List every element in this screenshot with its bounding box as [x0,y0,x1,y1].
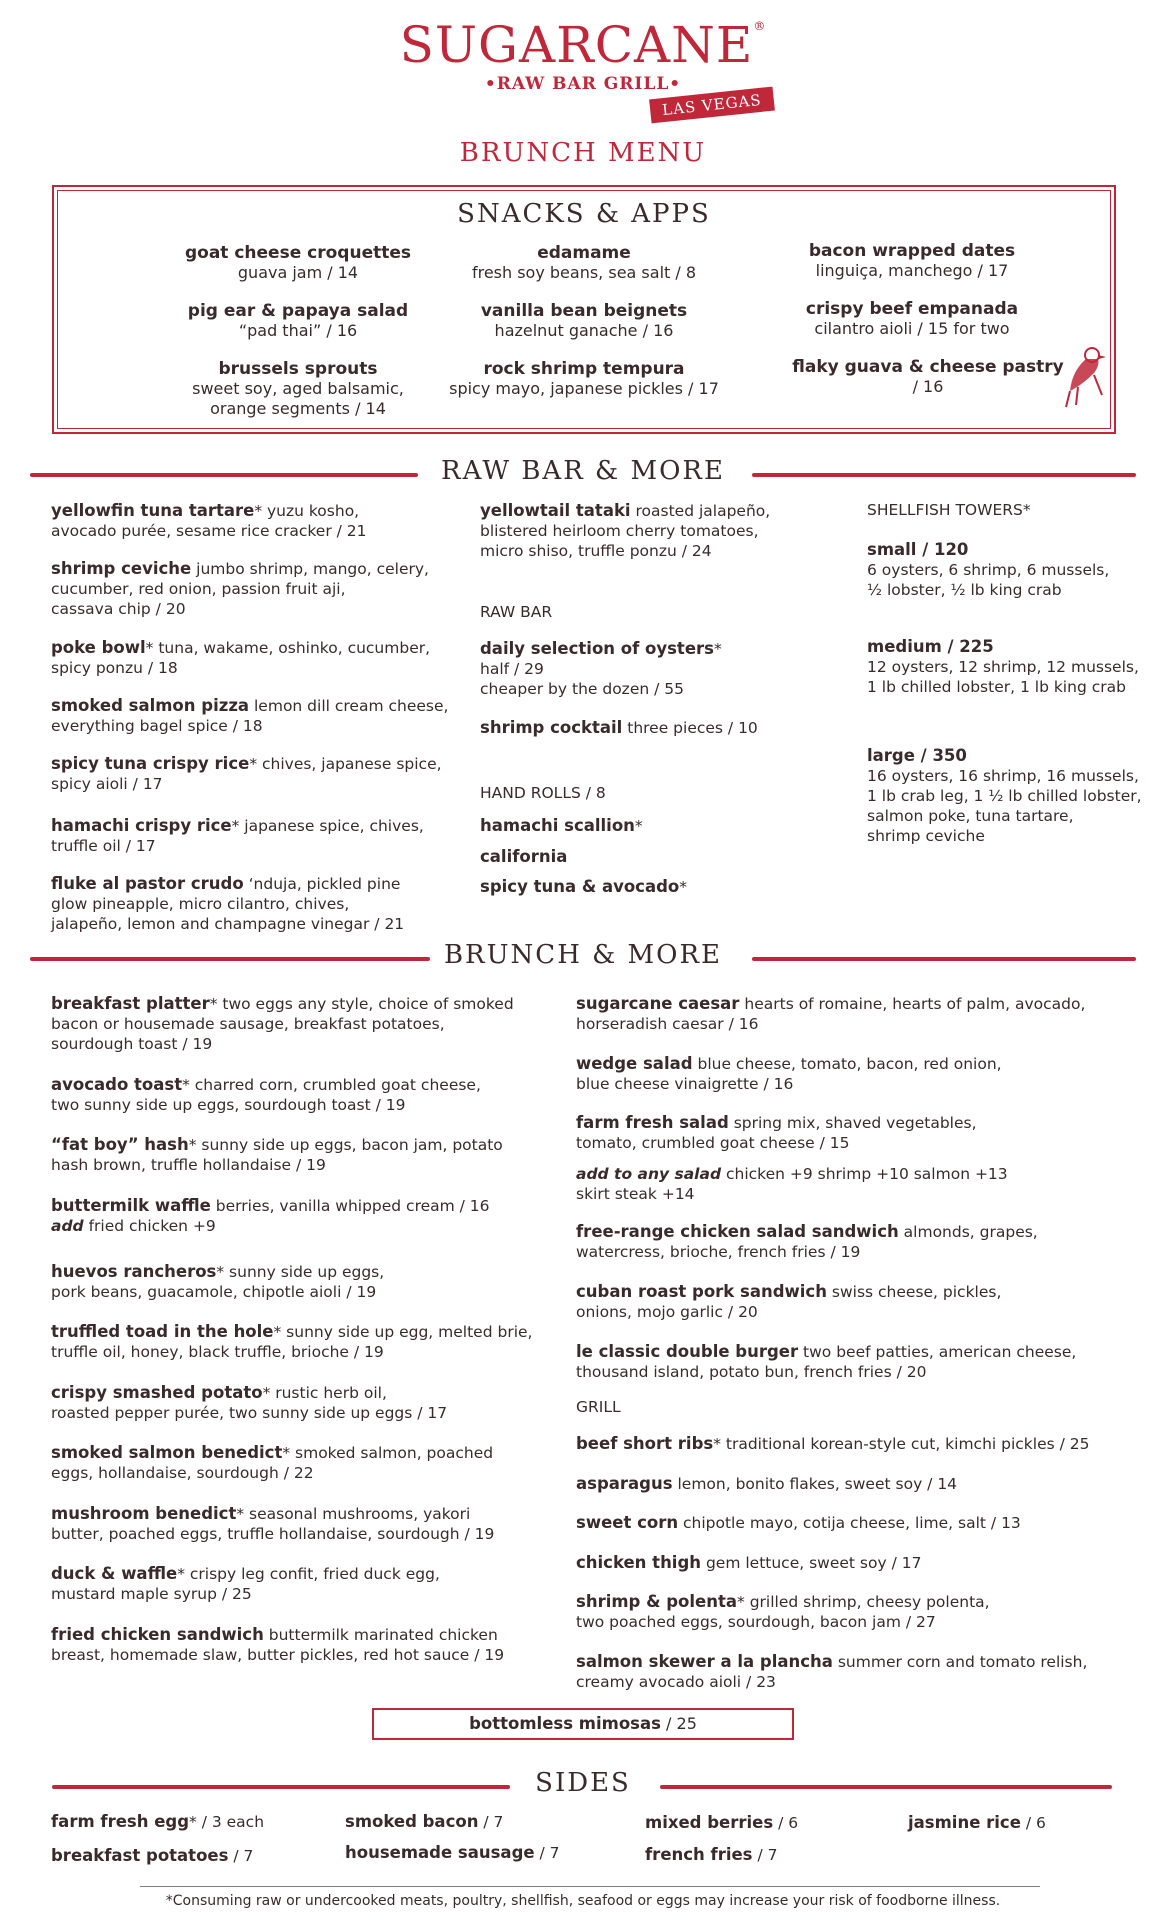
menu-item: buttermilk waffle berries, vanilla whipped cream / 16 add fried chicken +9 [51,1196,490,1235]
side-item: breakfast potatoes / 7 [51,1846,254,1865]
menu-item: rock shrimp tempura spicy mayo, japanese pickles / 17 [449,359,719,398]
menu-item: cuban roast pork sandwich swiss cheese, pickles, onions, mojo garlic / 20 [576,1282,1002,1321]
menu-item: edamame fresh soy beans, sea salt / 8 [471,243,697,282]
menu-item: crispy beef empanada cilantro aioli / 15 for two [805,299,1019,338]
menu-item: truffled toad in the hole* sunny side up egg, melted brie, truffle oil, honey, black truffle, brioche / 19 [51,1322,533,1361]
bird-icon [1064,345,1110,415]
menu-item: salmon skewer a la plancha summer corn and tomato relish, creamy avocado aioli / 23 [576,1652,1088,1691]
brand-name: SUGARCANE® [399,16,767,74]
menu-item: beef short ribs* traditional korean-style cut, kimchi pickles / 25 [576,1434,1090,1453]
menu-item: free-range chicken salad sandwich almonds, grapes, watercress, brioche, french fries / 19 [576,1222,1038,1261]
menu-item: wedge salad blue cheese, tomato, bacon, red onion, blue cheese vinaigrette / 16 [576,1054,1002,1093]
tower-item: large / 350 16 oysters, 16 shrimp, 16 mussels, 1 lb crab leg, 1 ½ lb chilled lobster, salmon poke, tuna tartare, shrimp ceviche [867,746,1142,845]
raw-bar-title: RAW BAR & MORE [441,456,725,486]
menu-item: duck & waffle* crispy leg confit, fried duck egg, mustard maple syrup / 25 [51,1564,440,1603]
brand-subtitle: •RAW BAR GRILL• [484,74,682,94]
brand-logo [0,16,1166,94]
menu-item: crispy smashed potato* rustic herb oil, roasted pepper purée, two sunny side up eggs / 17 [51,1383,448,1422]
raw-bar-label: RAW BAR [480,603,553,621]
location-badge: LAS VEGAS [649,87,775,124]
hand-rolls-label: HAND ROLLS / 8 [480,784,606,802]
menu-item: chicken thigh gem lettuce, sweet soy / 17 [576,1553,922,1572]
side-item: farm fresh egg* / 3 each [51,1812,265,1831]
menu-item: avocado toast* charred corn, crumbled goat cheese, two sunny side up eggs, sourdough toast / 19 [51,1075,481,1114]
bottomless-mimosas: bottomless mimosas / 25 [372,1708,794,1740]
side-item: smoked bacon / 7 [345,1812,504,1831]
menu-item: bacon wrapped dates linguiça, manchego / 17 [808,241,1016,280]
menu-item: spicy tuna crispy rice* chives, japanese spice, spicy aioli / 17 [51,754,442,793]
menu-item: huevos rancheros* sunny side up eggs, pork beans, guacamole, chipotle aioli / 19 [51,1262,385,1301]
menu-item: spicy tuna & avocado* [480,877,687,896]
menu-item: flaky guava & cheese pastry / 16 [792,357,1064,396]
menu-item: yellowfin tuna tartare* yuzu kosho, avocado purée, sesame rice cracker / 21 [51,501,367,540]
menu-item: farm fresh salad spring mix, shaved vegetables, tomato, crumbled goat cheese / 15 [576,1113,977,1152]
menu-item: smoked salmon pizza lemon dill cream cheese, everything bagel spice / 18 [51,696,449,735]
menu-title: BRUNCH MENU [459,138,707,168]
menu-item: hamachi scallion* [480,816,643,835]
sides-title: SIDES [535,1768,631,1798]
menu-item: shrimp ceviche jumbo shrimp, mango, celery, cucumber, red onion, passion fruit aji, cassava chip / 20 [51,559,429,618]
menu-item: fried chicken sandwich buttermilk marinated chicken breast, homemade slaw, butter pickles, red hot sauce / 19 [51,1625,505,1664]
side-item: housemade sausage / 7 [345,1843,560,1862]
snacks-section [52,185,1116,434]
menu-item: hamachi crispy rice* japanese spice, chives, truffle oil / 17 [51,816,424,855]
brunch-title: BRUNCH & MORE [443,940,723,970]
menu-item: breakfast platter* two eggs any style, choice of smoked bacon or housemade sausage, breakfast potatoes, sourdough toast / 19 [51,994,514,1053]
menu-item: le classic double burger two beef patties, american cheese, thousand island, potato bun, french fries / 20 [576,1342,1077,1381]
menu-item: mushroom benedict* seasonal mushrooms, yakori butter, poached eggs, truffle hollandaise, sourdough / 19 [51,1504,495,1543]
salad-add-ons: add to any salad chicken +9 shrimp +10 salmon +13 skirt steak +14 [576,1165,1008,1203]
snacks-title: SNACKS & APPS [457,199,711,229]
menu-item: pig ear & papaya salad “pad thai” / 16 [187,301,409,340]
side-item: mixed berries / 6 [645,1813,799,1832]
tower-item: small / 120 6 oysters, 6 shrimp, 6 mussels, ½ lobster, ½ lb king crab [867,540,1110,599]
footnote: *Consuming raw or undercooked meats, poultry, shellfish, seafood or eggs may increase your risk of foodborne illness. [165,1893,1001,1909]
menu-item: smoked salmon benedict* smoked salmon, poached eggs, hollandaise, sourdough / 22 [51,1443,494,1482]
menu-item: goat cheese croquettes guava jam / 14 [184,243,411,282]
menu-item: brussels sprouts sweet soy, aged balsamic, orange segments / 14 [192,359,404,418]
menu-item: daily selection of oysters* half / 29 cheaper by the dozen / 55 [480,639,722,698]
menu-item: california [480,847,568,866]
menu-item: sweet corn chipotle mayo, cotija cheese, lime, salt / 13 [576,1513,1021,1532]
grill-label: GRILL [576,1398,621,1416]
menu-item: shrimp cocktail three pieces / 10 [480,718,758,737]
side-item: jasmine rice / 6 [908,1813,1046,1832]
menu-item: asparagus lemon, bonito flakes, sweet soy / 14 [576,1474,958,1493]
menu-item: poke bowl* tuna, wakame, oshinko, cucumber, spicy ponzu / 18 [51,638,431,677]
footer-divider [140,1886,1040,1887]
tower-item: medium / 225 12 oysters, 12 shrimp, 12 mussels, 1 lb chilled lobster, 1 lb king crab [867,637,1139,696]
shellfish-towers-label: SHELLFISH TOWERS* [867,501,1031,519]
menu-item: sugarcane caesar hearts of romaine, hearts of palm, avocado, horseradish caesar / 16 [576,994,1086,1033]
side-item: french fries / 7 [645,1845,778,1864]
menu-item: fluke al pastor crudo ‘nduja, pickled pine glow pineapple, micro cilantro, chives, jalapeño, lemon and champagne vinegar / 21 [51,874,405,933]
menu-item: yellowtail tataki roasted jalapeño, blistered heirloom cherry tomatoes, micro shiso, truffle ponzu / 24 [480,501,771,560]
menu-item: shrimp & polenta* grilled shrimp, cheesy polenta, two poached eggs, sourdough, bacon jam / 27 [576,1592,990,1631]
menu-item: vanilla bean beignets hazelnut ganache / 16 [480,301,688,340]
menu-item: “fat boy” hash* sunny side up eggs, bacon jam, potato hash brown, truffle hollandaise / 19 [51,1135,503,1174]
